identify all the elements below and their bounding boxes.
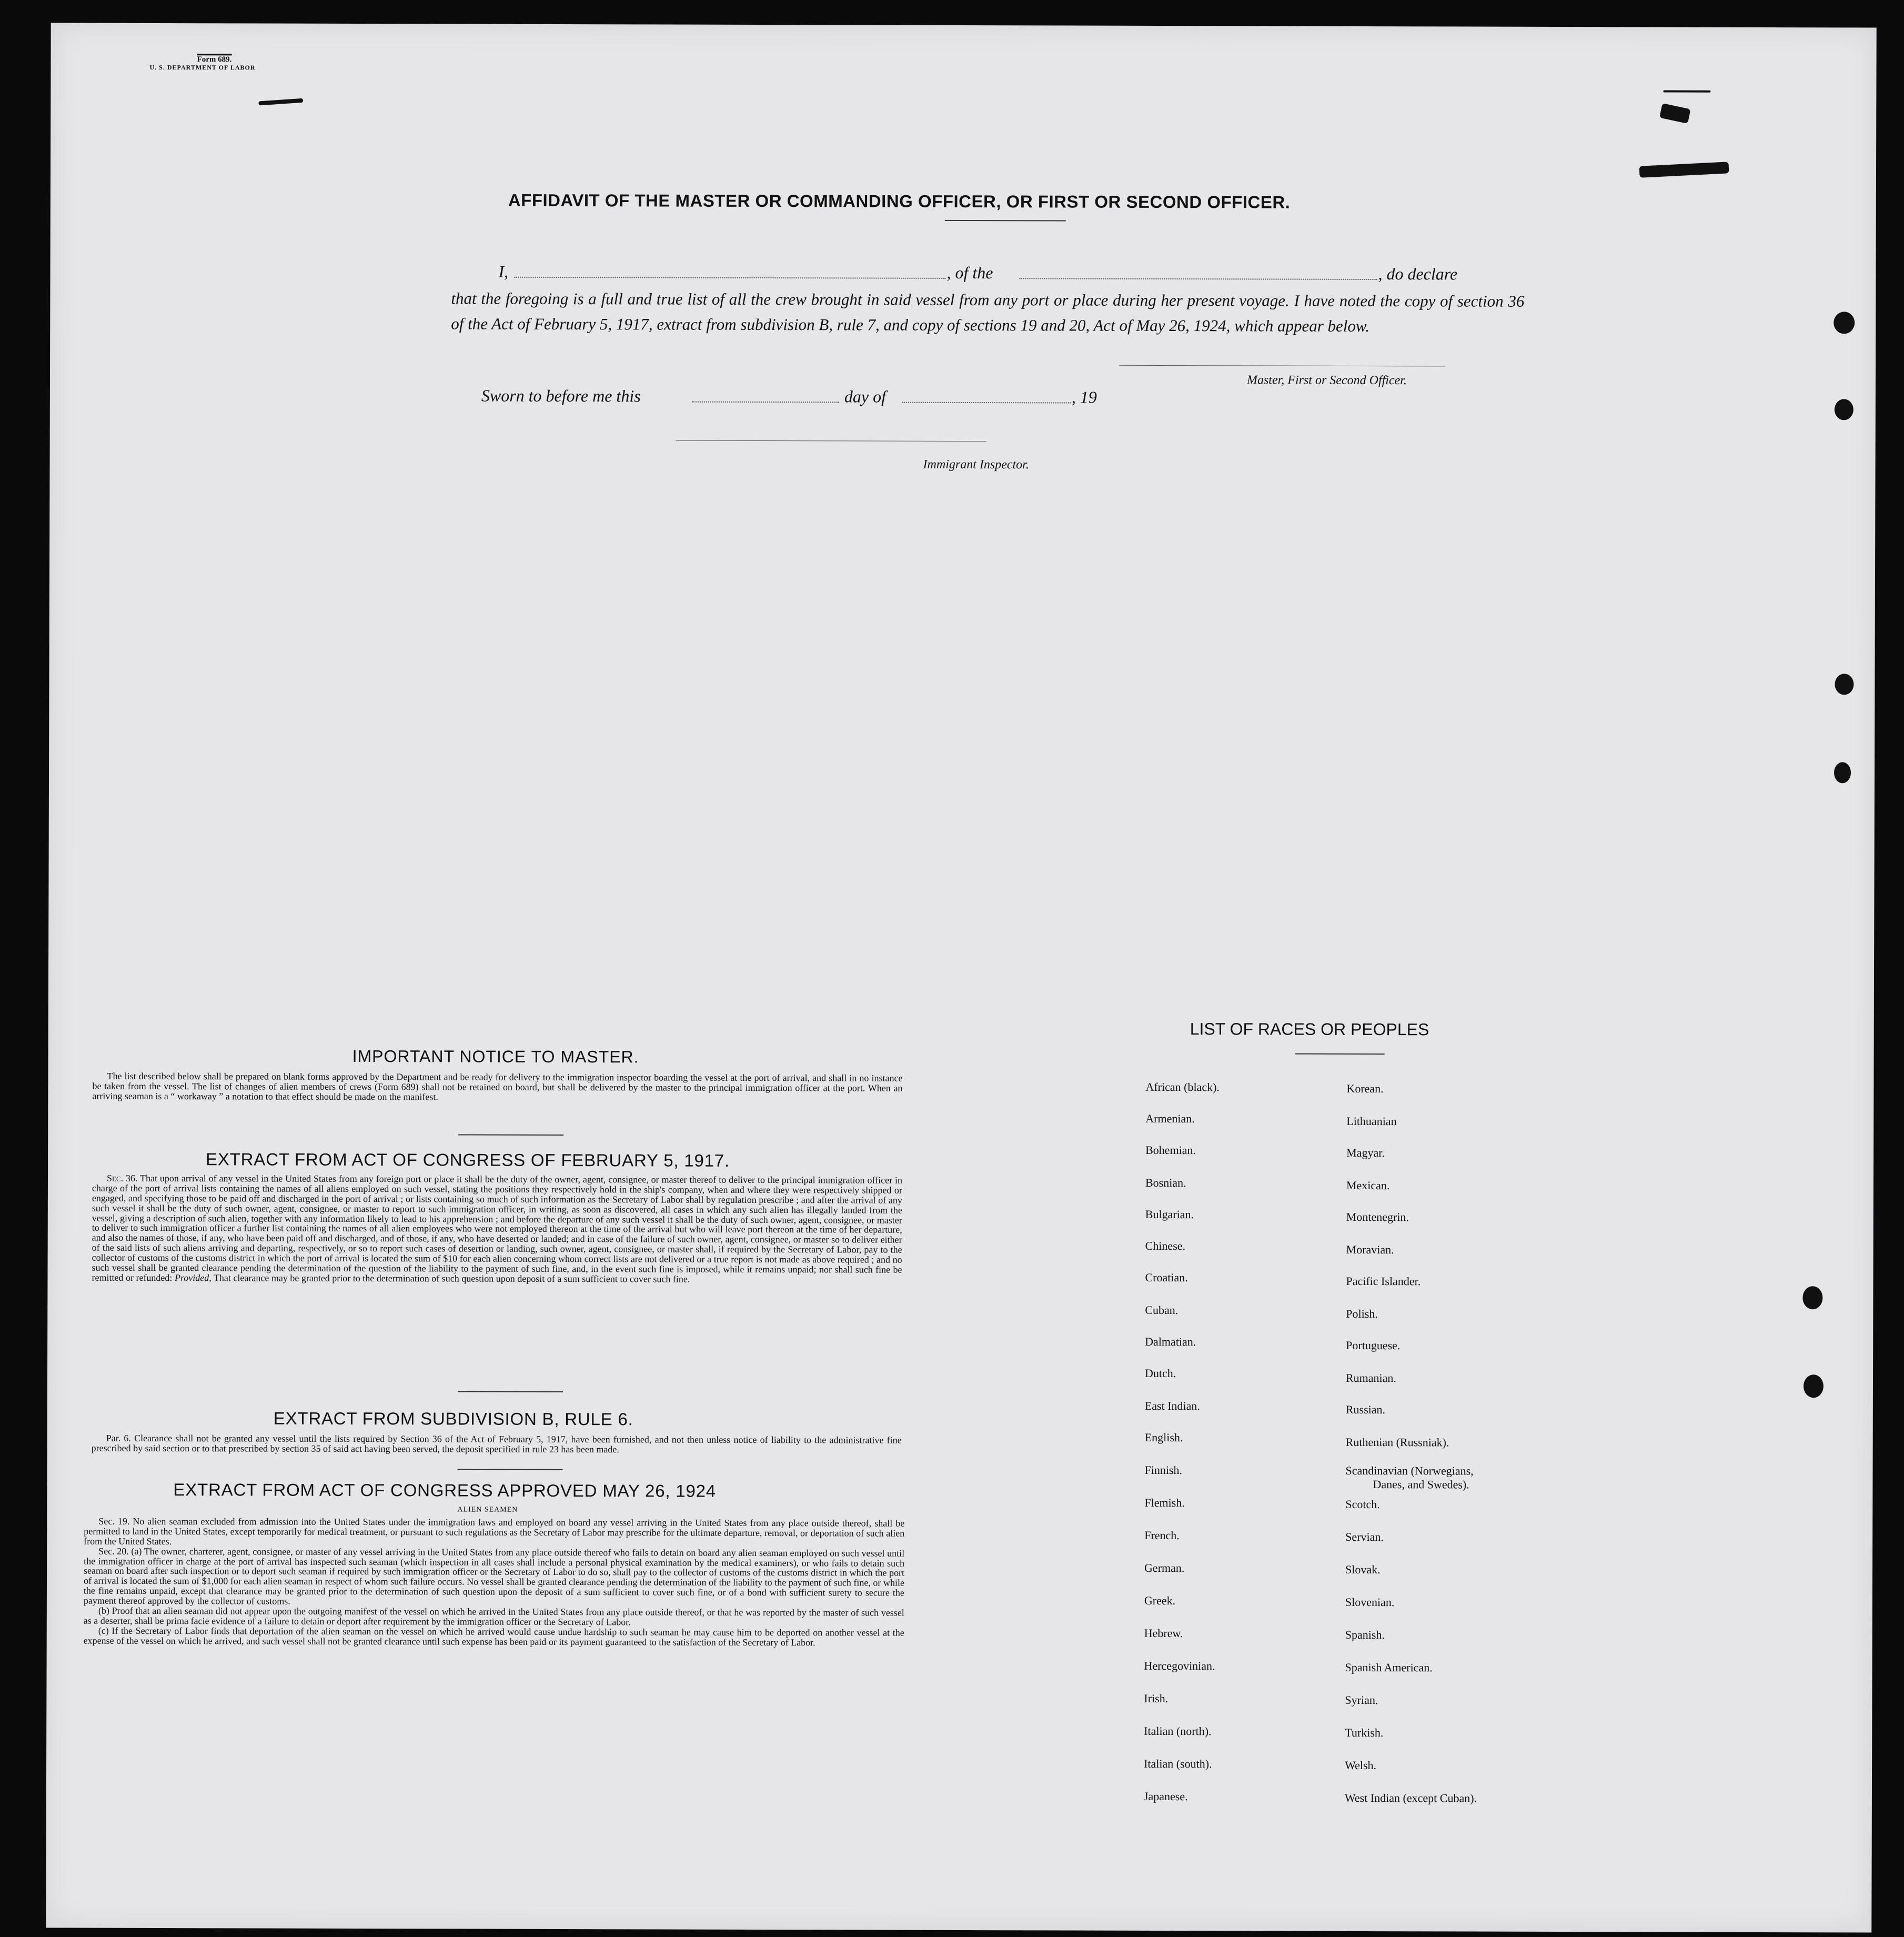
inspector-signature-line[interactable]	[676, 440, 986, 442]
extract-1917-body	[92, 1173, 902, 1285]
alien-seamen-subtitle: ALIEN SEAMEN	[457, 1506, 518, 1514]
extract-1924-body	[84, 1517, 905, 1648]
race-right-item: Welsh.	[1345, 1758, 1377, 1772]
master-signature-line[interactable]	[1119, 365, 1445, 367]
master-signature-caption: Master, First or Second Officer.	[1246, 373, 1407, 388]
punch-hole	[1834, 312, 1855, 334]
race-right-item: Syrian.	[1345, 1693, 1378, 1707]
race-right-item: Polish.	[1346, 1307, 1378, 1321]
sworn-day-field[interactable]	[692, 402, 839, 403]
race-right-item: Moravian.	[1346, 1242, 1394, 1257]
extract-1917-title: EXTRACT FROM ACT OF CONGRESS OF FEBRUARY 5, 1917.	[206, 1149, 730, 1170]
punch-hole	[1834, 762, 1851, 783]
race-left-item: Dutch.	[1145, 1366, 1176, 1380]
sworn-line	[481, 386, 1165, 411]
vessel-field[interactable]	[1019, 278, 1377, 280]
race-left-item: Greek.	[1144, 1593, 1176, 1608]
affidavit-title: AFFIDAVIT OF THE MASTER OR COMMANDING OFFICER, OR FIRST OR SECOND OFFICER.	[508, 190, 1291, 212]
do-declare-label: , do declare	[1378, 264, 1458, 284]
race-right-item: Danes, and Swedes).	[1373, 1478, 1469, 1491]
races-title-underline	[1295, 1053, 1385, 1055]
name-field[interactable]	[514, 277, 945, 279]
race-left-item: Croatian.	[1145, 1270, 1188, 1284]
notice-title: IMPORTANT NOTICE TO MASTER.	[352, 1046, 639, 1067]
punch-hole	[1802, 1286, 1822, 1309]
race-left-item: Finnish.	[1144, 1463, 1183, 1477]
ink-mark	[1663, 90, 1710, 92]
race-left-item: Italian (south).	[1144, 1757, 1212, 1771]
extract-rule6-title: EXTRACT FROM SUBDIVISION B, RULE 6.	[273, 1408, 633, 1429]
separator	[458, 1469, 563, 1470]
year-label: , 19	[1071, 387, 1097, 407]
extract-rule6-text: Par. 6. Clearance shall not be granted any vessel until the lists required by Section 36 of the Act of February 5, 1917, have been furnished, and not then unless notice of liability to the administrative fine prescribed by said section or to that prescribed by section 35 of said act having been served, the deposit specified in rule 23 has been made.	[91, 1432, 902, 1455]
race-left-item: East Indian.	[1144, 1399, 1200, 1413]
sec-36-text: That upon arrival of any vessel in the United States from any foreign port or place it shall be the duty of the owner, agent, consignee, or master thereof to deliver to the principal immigration officer in charge of the port of arrival lists containing the names of all aliens employed on such vessel, stating the positions they respectively hold in the ship's company, when and where they were respectively shipped or engaged, and specifying those to be paid off and discharged in the port of arrival ; or lists containing so much of such information as the Secretary of Labor shall by regulation prescribe ; and after the arrival of any such vessel it shall be the duty of such owner, agent, consignee, or master to report to such immigration officer, in writing, as soon as discovered, all cases in which any such alien has illegally landed from the vessel, giving a description of such alien, together with any information likely to lead to his apprehension ; and before the departure of any such vessel it shall be the duty of such owner, agent, consignee, or master to deliver to such immigration officer a further list containing the names of all alien employees who were not employed thereon at the time of the arrival but who will leave port thereon at the time of her departure, and also the names of those, if any, who have been paid off and discharged, and of those, if any, who have deserted or landed; and in case of the failure of such owner, agent, consignee, or master so to deliver either of the said lists of such aliens arriving and departing, respectively, or so to report such cases of desertion or landing, such owner, agent, consignee, or master shall, if required by the Secretary of Labor, pay to the collector of customs of the customs district in which the port of arrival is located the sum of $10 for each alien concerning whom correct lists are not delivered or a true report is not made as above required ; and no such vessel shall be granted clearance pending the determination of the question of the liability to the payment of such fine, and, in the event such fine is imposed, while it remains unpaid; nor shall such fine be remitted or refunded:	[92, 1172, 903, 1283]
separator	[458, 1391, 563, 1392]
race-right-item: Korean.	[1346, 1081, 1384, 1096]
i-label: I,	[498, 262, 509, 281]
race-left-item: Cuban.	[1145, 1303, 1178, 1317]
race-left-item: Bohemian.	[1145, 1143, 1196, 1157]
race-left-item: English.	[1144, 1430, 1183, 1444]
race-left-item: Japanese.	[1143, 1789, 1188, 1803]
ink-mark	[1659, 103, 1691, 124]
race-right-item: Scotch.	[1345, 1497, 1380, 1511]
race-right-item: Mexican.	[1346, 1178, 1390, 1192]
of-the-label: , of the	[946, 263, 993, 283]
race-right-item: Magyar.	[1346, 1146, 1385, 1160]
extract-1924-title: EXTRACT FROM ACT OF CONGRESS APPROVED MAY 26, 1924	[173, 1480, 716, 1501]
proviso-label: Provided,	[174, 1272, 211, 1283]
ink-mark	[258, 98, 303, 106]
race-right-item: Ruthenian (Russniak).	[1345, 1435, 1449, 1449]
proviso-text: That clearance may be granted prior to the determination of such question upon deposit of a sum sufficient to cover such fine.	[213, 1272, 690, 1284]
sec-19-text: Sec. 19. No alien seaman excluded from admission into the United States under the immigration laws and employed on board any vessel arriving in the United States from any place outside thereof, shall be permitted to land in the United States, except temporarily for medical treatment, or pursuant to such regulations as the Secretary of Labor may prescribe for the ultimate departure, removal, or deportation of such alien from the United States.	[84, 1516, 905, 1547]
race-right-item: Rumanian.	[1345, 1371, 1396, 1385]
sec-20c-text: (c) If the Secretary of Labor finds that deportation of the alien seaman on the vessel on which he arrived would cause undue hardship to such seaman he may cause him to be deported on another vessel at the expense of the vessel on which he arrived, and such vessel shall not be granted clearance until such expense has been paid or its payment guaranteed to the satisfaction of the Secretary of Labor.	[83, 1625, 904, 1648]
sec-36-label: Sec. 36.	[106, 1172, 138, 1183]
declaration-paragraph: that the foregoing is a full and true list of all the crew brought in said vessel from any port or place during her present voyage. I have noted the copy of section 36 of the Act of February 5, 1917, extract from subdivision B, rule 7, and copy of sections 19 and 20, Act of May 26, 1924, which appear below.	[451, 289, 1525, 336]
race-right-item: Scandinavian (Norwegians,	[1345, 1463, 1474, 1478]
race-left-item: Hebrew.	[1144, 1626, 1183, 1640]
race-left-item: Irish.	[1144, 1691, 1168, 1705]
notice-text: The list described below shall be prepared on blank forms approved by the Department and be ready for delivery to the immigration inspector boarding the vessel at the port of arrival, and shall in no instance be taken from the vessel. The list of changes of alien members of crews (Form 689) shall not be retained on board, but shall be delivered by the master to the principal immigration officer at the port. When an arriving seaman is a “ workaway ” a notation to that effect should be made on the manifest.	[92, 1070, 903, 1102]
form-number-block	[149, 54, 256, 71]
race-right-item: Slovak.	[1345, 1562, 1381, 1577]
sec-20a-text: Sec. 20. (a) The owner, charterer, agent, consignee, or master of any vessel arriving in the United States from any place outside thereof who fails to detain on board any alien seaman employed on such vessel until the immigration officer in charge at the port of arrival has inspected such seaman (which inspection in all cases shall include a personal physical examination by the medical examiners), or who fails to detain such seaman on board after such inspection or to deport such seaman if required by such immigration officer or the Secretary of Labor to do so, shall pay to the collector of customs of the customs district in which the port of arrival is located the sum of $1,000 for each alien seaman in respect of whom such failure occurs. No vessel shall be granted clearance pending the determination of the liability to the payment of such fine, or while the fine remains unpaid, except that clearance may be granted prior to the determination of such question upon the deposit of a sum sufficient to cover such fine, or of a bond with sufficient surety to secure the payment thereof approved by the collector of customs.	[83, 1545, 905, 1607]
race-left-item: African (black).	[1145, 1080, 1220, 1094]
punch-hole	[1835, 399, 1853, 420]
sec-20b-text: (b) Proof that an alien seaman did not appear upon the outgoing manifest of the vessel on which he arrived in the United States from any place outside thereof, or that he was reported by the master of such vessel as a deserter, shall be prima facie evidence of a failure to detain or deport after requirement by the immigration officer or the Secretary of Labor.	[83, 1605, 904, 1628]
ink-mark	[1639, 162, 1729, 177]
race-right-item: Turkish.	[1345, 1725, 1384, 1740]
punch-hole	[1804, 1374, 1824, 1398]
race-right-item: Lithuanian	[1346, 1114, 1397, 1128]
declaration-line	[498, 262, 1550, 288]
race-right-item: Portuguese.	[1346, 1338, 1401, 1352]
race-left-item: Dalmatian.	[1145, 1334, 1196, 1349]
race-right-item: Spanish.	[1345, 1628, 1385, 1642]
separator	[458, 1134, 563, 1136]
race-right-item: Slovenian.	[1345, 1595, 1395, 1609]
race-left-item: Bosnian.	[1145, 1176, 1186, 1190]
inspector-caption: Immigrant Inspector.	[923, 457, 1029, 472]
race-left-item: Bulgarian.	[1145, 1207, 1194, 1221]
race-left-item: Chinese.	[1145, 1239, 1186, 1253]
race-left-item: Hercegovinian.	[1144, 1659, 1215, 1673]
race-left-item: Armenian.	[1145, 1111, 1195, 1126]
department-name: U. S. DEPARTMENT OF LABOR	[149, 63, 256, 71]
sworn-label: Sworn to before me this	[481, 386, 641, 406]
form-number: Form 689.	[197, 54, 232, 64]
race-right-item: Montenegrin.	[1346, 1210, 1409, 1224]
document-page	[46, 23, 1876, 1932]
race-left-item: German.	[1144, 1561, 1185, 1575]
title-underline	[945, 220, 1066, 222]
race-left-item: Flemish.	[1144, 1496, 1185, 1510]
race-right-item: West Indian (except Cuban).	[1344, 1791, 1477, 1805]
day-of-label: day of	[844, 387, 886, 406]
race-right-item: Servian.	[1345, 1530, 1384, 1544]
races-list-title: LIST OF RACES OR PEOPLES	[1190, 1019, 1429, 1039]
race-left-item: French.	[1144, 1528, 1180, 1542]
race-right-item: Pacific Islander.	[1346, 1274, 1421, 1288]
punch-hole	[1835, 674, 1853, 695]
sworn-month-field[interactable]	[902, 402, 1071, 404]
race-right-item: Russian.	[1345, 1402, 1386, 1417]
race-left-item: Italian (north).	[1144, 1724, 1212, 1738]
race-right-item: Spanish American.	[1345, 1660, 1433, 1674]
